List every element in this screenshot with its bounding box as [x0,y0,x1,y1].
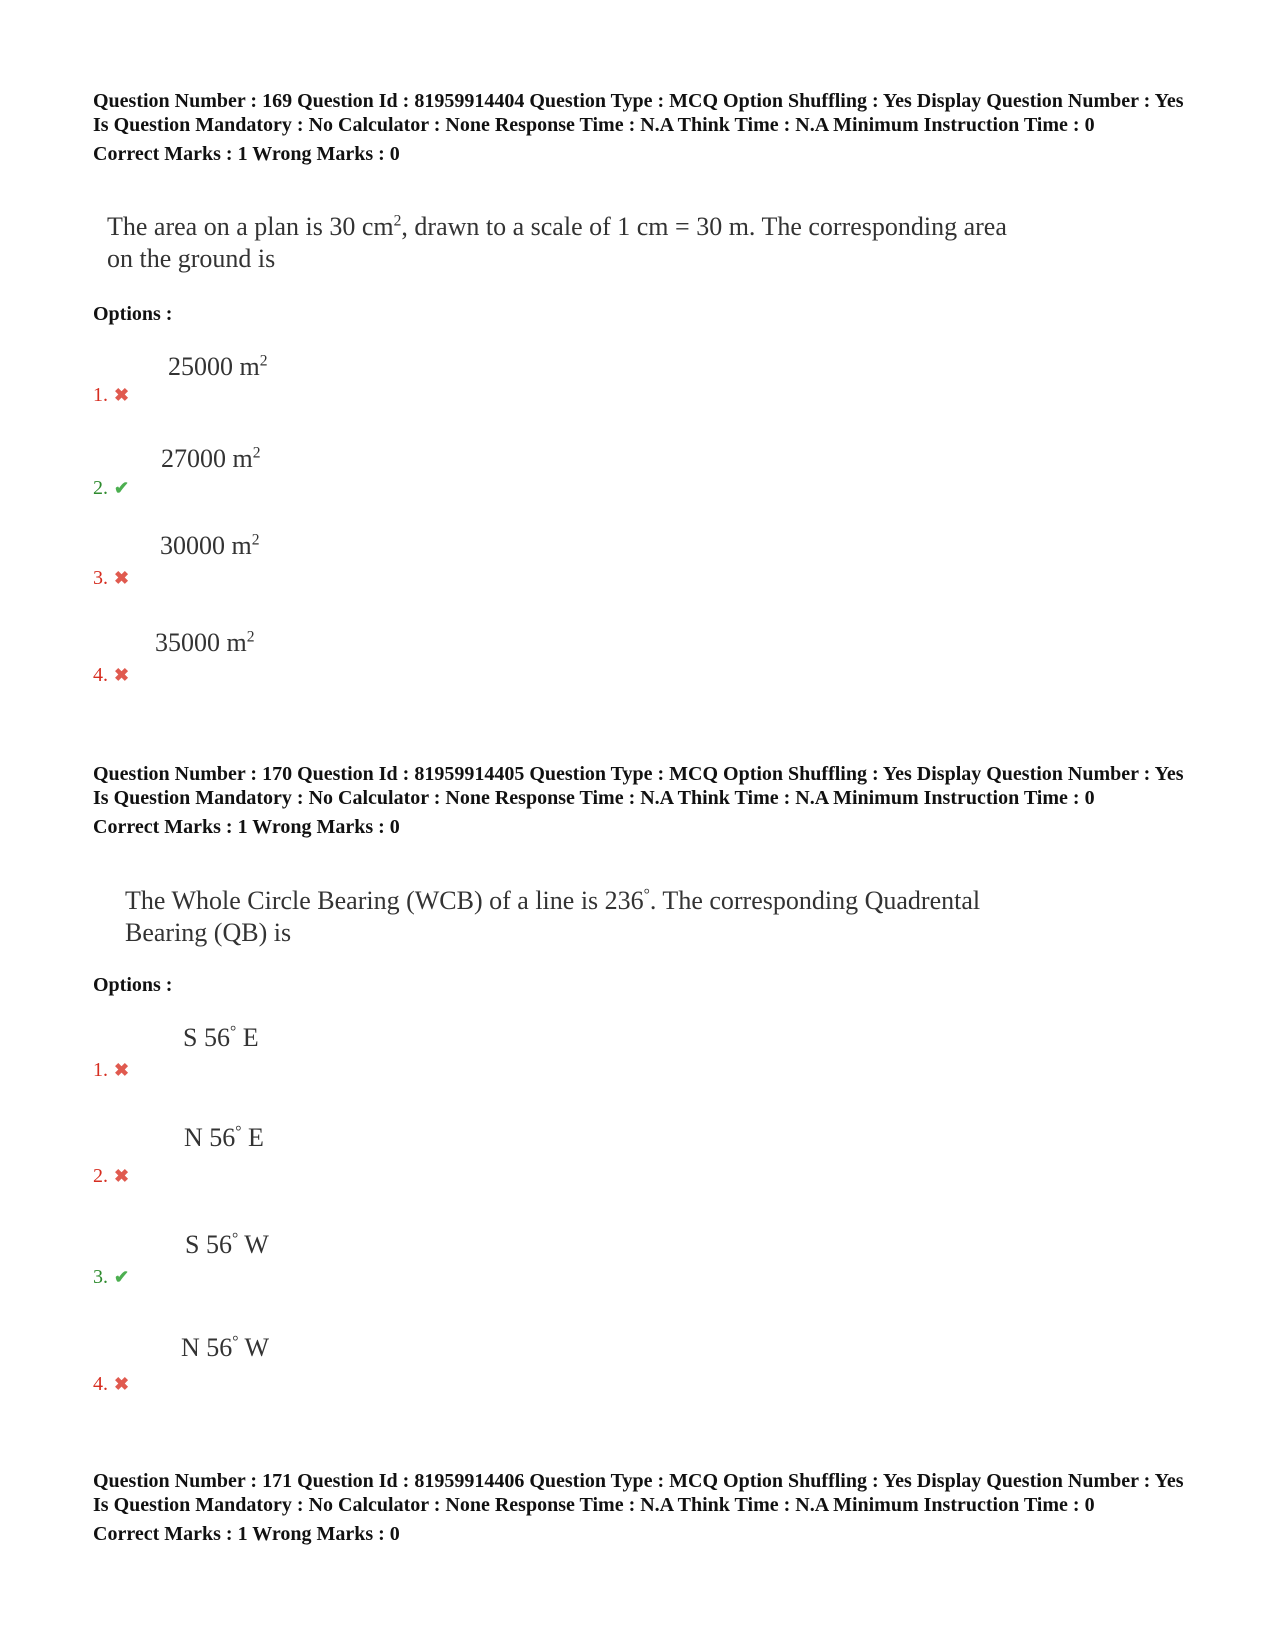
question-170-header [93,762,1193,839]
check-icon: ✔ [114,1267,130,1287]
option-2-number: 2. ✖ [93,1165,130,1187]
question-marks: Correct Marks : 1 Wrong Marks : 0 [93,816,400,838]
option-3-text[interactable]: S 56° W [185,1230,269,1259]
stem-text: The area on a plan is 30 cm [107,212,394,241]
option-4-text[interactable]: N 56° W [181,1333,270,1362]
question-meta: Question Number : 169 Question Id : 81959914404 Question Type : MCQ Option Shuffling : Yes Display Question Number : Yes Is Question Mandatory : No Calculator : None Response Time : N.A Think Time : N.A Minimum Instruction Time : 0 [93,90,1184,136]
question-169-stem [107,211,1007,275]
option-4-text[interactable]: 35000 $m^2$ [155,628,255,657]
option-3-number: 3. ✔ [93,1266,130,1288]
option-3-text[interactable]: 30000 $m^2$ [160,531,260,560]
option-2-text[interactable]: N 56° E [184,1123,264,1152]
option-2-number: 2. ✔ [93,477,130,499]
stem-text-cont: . The corresponding Quadrental [649,886,981,915]
option-4-number: 4. ✖ [93,1373,130,1395]
stem-text-line2: Bearing (QB) is [125,918,292,947]
option-1-text[interactable]: 25000 $m^2$ [168,352,268,381]
question-171-header [93,1469,1193,1546]
question-170-stem [125,885,980,949]
stem-text-cont: , drawn to a scale of 1 cm = 30 m. The corresponding area [401,212,1007,241]
cross-icon: ✖ [114,385,130,405]
stem-superscript: 2 [393,212,402,230]
stem-superscript: ° [643,886,650,904]
options-label: Options : [93,303,173,325]
question-marks: Correct Marks : 1 Wrong Marks : 0 [93,1523,400,1545]
cross-icon: ✖ [114,665,130,685]
stem-text-line2: on the ground is [107,244,276,273]
question-meta: Question Number : 170 Question Id : 81959914405 Question Type : MCQ Option Shuffling : Yes Display Question Number : Yes Is Question Mandatory : No Calculator : None Response Time : N.A Think Time : N.A Minimum Instruction Time : 0 [93,763,1184,809]
question-meta: Question Number : 171 Question Id : 81959914406 Question Type : MCQ Option Shuffling : Yes Display Question Number : Yes Is Question Mandatory : No Calculator : None Response Time : N.A Think Time : N.A Minimum Instruction Time : 0 [93,1470,1184,1516]
question-marks: Correct Marks : 1 Wrong Marks : 0 [93,143,400,165]
options-label: Options : [93,974,173,996]
option-4-number: 4. ✖ [93,664,130,686]
question-169-header [93,89,1193,166]
cross-icon: ✖ [114,1060,130,1080]
option-1-number: 1. ✖ [93,384,130,406]
option-3-number: 3. ✖ [93,567,130,589]
option-2-text[interactable]: 27000 $m^2$ [161,444,261,473]
stem-text: The Whole Circle Bearing (WCB) of a line is 236 [125,886,644,915]
cross-icon: ✖ [114,1166,130,1186]
check-icon: ✔ [114,478,130,498]
option-1-text[interactable]: S 56° E [183,1023,259,1052]
cross-icon: ✖ [114,568,130,588]
cross-icon: ✖ [114,1374,130,1394]
option-1-number: 1. ✖ [93,1059,130,1081]
